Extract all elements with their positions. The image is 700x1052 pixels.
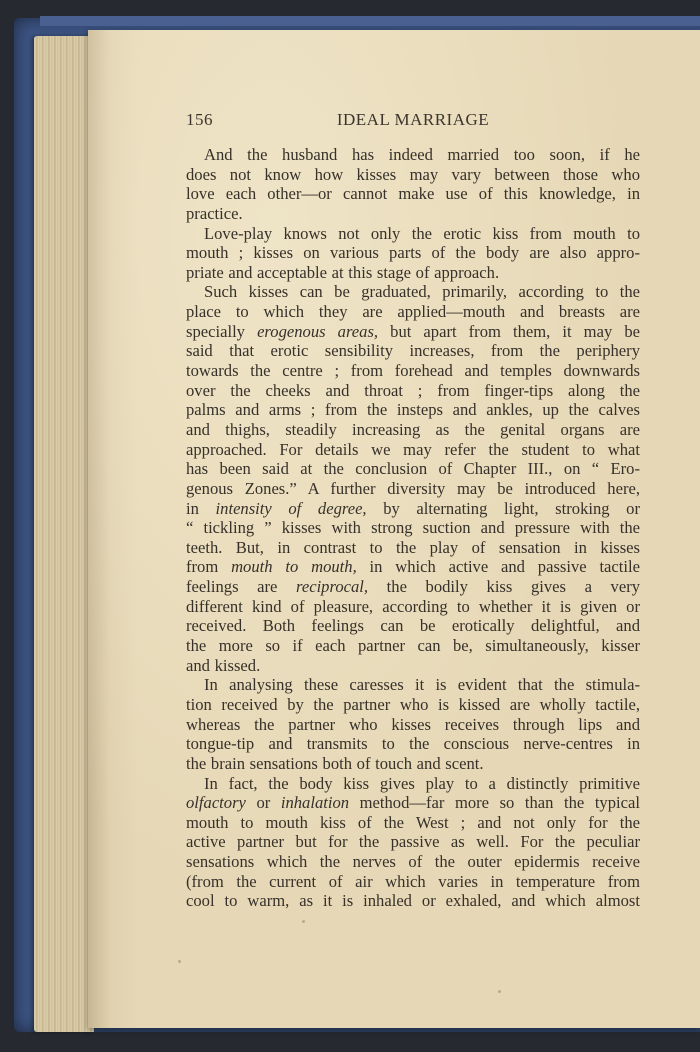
- text-line: [186, 499, 640, 519]
- text-line: towards the centre ; from forehead and temples downwards: [186, 361, 640, 381]
- italic-term: reciprocal,: [296, 577, 369, 597]
- text-line: [186, 793, 640, 813]
- text-line: Such kisses can be graduated, primarily, according to the: [204, 282, 640, 302]
- text-line: practice.: [186, 203, 243, 223]
- text-line: And the husband has indeed married too soon, if he: [204, 145, 640, 164]
- running-title: IDEAL MARRIAGE: [336, 110, 490, 129]
- text-line: “ tickling ” kisses with strong suction and pressure with the: [186, 518, 640, 538]
- body-text: [186, 145, 640, 911]
- text-line: (from the current of air which varies in temperature from: [186, 871, 640, 891]
- italic-term: erogenous areas,: [257, 321, 379, 341]
- text-line: tion received by the partner who is kissed are wholly tactile,: [186, 694, 640, 714]
- text-segment: method—far more so than the typical: [359, 793, 640, 813]
- text-line: [186, 557, 640, 577]
- text-line: and thighs, steadily increasing as the genital organs are: [186, 419, 640, 439]
- text-line: teeth. But, in contrast to the play of sensation in kisses: [186, 537, 640, 557]
- text-line: has been said at the conclusion of Chapter III., on “ Ero-: [186, 459, 640, 479]
- book-cover-top-edge: [40, 16, 700, 26]
- text-segment: in which active and passive tactile: [369, 557, 640, 577]
- text-segment: specially: [186, 321, 245, 341]
- italic-term: intensity of degree,: [215, 498, 367, 518]
- text-line: and kissed.: [186, 655, 261, 675]
- text-line: cool to warm, as it is inhaled or exhaled, and which almost: [186, 891, 640, 911]
- italic-term: olfactory: [186, 793, 246, 813]
- text-line: mouth ; kisses on various parts of the body are also appro-: [186, 243, 640, 263]
- text-line: In fact, the body kiss gives play to a distinctly primitive: [204, 773, 640, 793]
- page-header: [186, 108, 640, 134]
- page-edges: [34, 36, 94, 1032]
- text-segment: by alternating light, stroking or: [383, 498, 641, 518]
- text-line: whereas the partner who kisses receives through lips and: [186, 714, 640, 734]
- text-line: said that erotic sensibility increases, from the periphery: [186, 341, 640, 361]
- text-line: sensations which the nerves of the outer epidermis receive: [186, 852, 640, 872]
- paper-fleck: [302, 920, 305, 923]
- italic-term: mouth to mouth,: [231, 557, 357, 577]
- text-line: approached. For details we may refer the student to what: [186, 439, 640, 459]
- text-segment: or: [256, 793, 271, 813]
- text-line: Love-play knows not only the erotic kiss from mouth to: [204, 223, 640, 243]
- text-segment: feelings are: [186, 577, 278, 597]
- paper-fleck: [498, 990, 501, 993]
- text-line: place to which they are applied—mouth and breasts are: [186, 302, 640, 322]
- text-line: palms and arms ; from the insteps and ankles, up the calves: [186, 400, 640, 420]
- text-segment: but apart from them, it may be: [390, 321, 640, 341]
- paper-fleck: [178, 960, 181, 963]
- text-line: active partner but for the passive as well. For the peculiar: [186, 832, 640, 852]
- text-line: mouth to mouth kiss of the West ; and not only for the: [186, 812, 640, 832]
- text-line: love each other—or cannot make use of this knowledge, in: [186, 184, 640, 204]
- text-segment: the bodily kiss gives a very: [386, 577, 641, 597]
- text-segment: in: [186, 498, 199, 518]
- text-line: received. Both feelings can be erotically delightful, and: [186, 616, 640, 636]
- text-line: genous Zones.” A further diversity may be introduced here,: [186, 478, 640, 498]
- text-line: over the cheeks and throat ; from finger-tips along the: [186, 380, 640, 400]
- text-line: tongue-tip and transmits to the conscious nerve-centres in: [186, 734, 640, 754]
- text-line: the brain sensations both of touch and scent.: [186, 753, 484, 773]
- text-line: the more so if each partner can be, simultaneously, kisser: [186, 636, 640, 656]
- text-line: does not know how kisses may vary between those who: [186, 164, 640, 184]
- text-line: priate and acceptable at this stage of approach.: [186, 262, 500, 282]
- text-segment: from: [186, 557, 219, 577]
- text-line: [186, 577, 640, 597]
- text-line: [186, 322, 640, 342]
- italic-term: inhalation: [280, 793, 350, 813]
- text-line: In analysing these caresses it is evident that the stimula-: [204, 675, 640, 695]
- text-line: different kind of pleasure, according to whether it is given or: [186, 596, 640, 616]
- page-number: 156: [186, 110, 213, 129]
